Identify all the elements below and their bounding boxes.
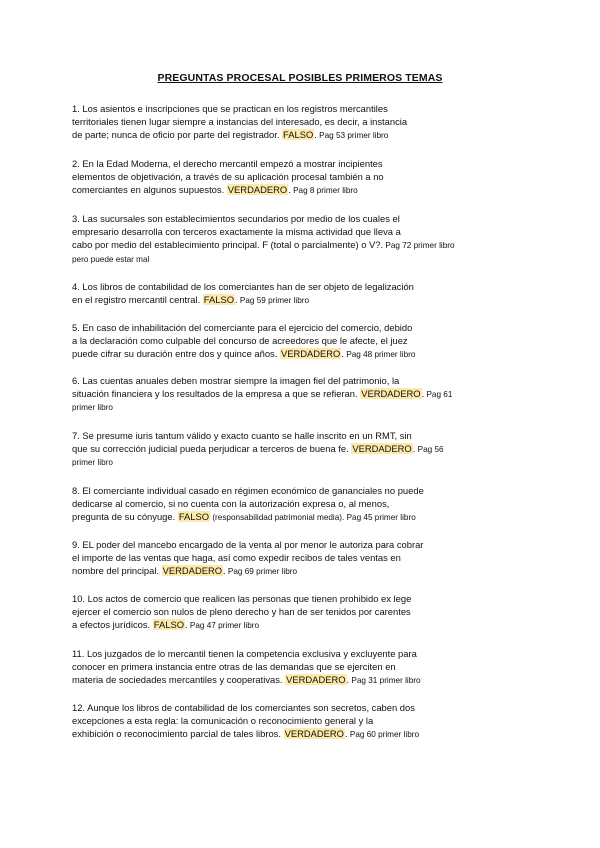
question-line: en el registro mercantil central. FALSO. Pag 59 primer libro: [72, 294, 310, 306]
question-line: territoriales tienen lugar siempre a instancias del interesado, es decir, a instancia: [72, 116, 408, 128]
question-8: [72, 484, 542, 525]
question-line: 11. Los juzgados de lo mercantil tienen la competencia exclusiva y excluyente para: [72, 648, 417, 659]
question-4: [72, 280, 542, 307]
question-line: dedicarse al comercio, si no cuenta con la autorización expresa o, al menos,: [72, 498, 390, 510]
question-line: 8. El comerciante individual casado en régimen económico de gananciales no puede: [72, 485, 424, 496]
question-line: de parte; nunca de oficio por parte del registrador. FALSO. Pag 53 primer libro: [72, 129, 389, 141]
question-5: [72, 321, 542, 362]
question-9: [72, 538, 542, 579]
question-line: a efectos jurídicos. FALSO. Pag 47 primer libro: [72, 619, 260, 631]
question-line: 10. Los actos de comercio que realicen las personas que tienen prohibido ex lege: [72, 593, 412, 604]
answer-highlight: VERDADERO: [162, 565, 223, 577]
question-tail: primer libro: [72, 458, 113, 468]
answer-highlight: VERDADERO: [286, 674, 346, 686]
question-line: comerciantes en algunos supuestos. VERDADERO. Pag 8 primer libro: [72, 184, 358, 196]
answer-highlight: FALSO: [178, 511, 210, 523]
question-line: materia de sociedades mercantiles y cooperativas. VERDADERO. Pag 31 primer libro: [72, 674, 421, 686]
question-line: exhibición o reconocimiento parcial de tales libros. VERDADERO. Pag 60 primer libro: [72, 728, 420, 740]
page-reference: Pag 31 primer libro: [349, 676, 421, 686]
answer-highlight: VERDADERO: [284, 728, 344, 740]
page-title: PREGUNTAS PROCESAL POSIBLES PRIMEROS TEMAS: [157, 72, 443, 84]
question-line: elementos de objetivación, a través de su aplicación procesal también a no: [72, 171, 384, 183]
question-line: que su corrección judicial pueda perjudicar a terceros de buena fe. VERDADERO. Pag 56: [72, 443, 444, 455]
question-line: cabo por medio del establecimiento principal. F (total o parcialmente) o V?. Pag 72 primer libro: [72, 239, 455, 251]
page-reference: Pag 53 primer libro: [316, 131, 389, 141]
question-line: 3. Las sucursales son establecimientos secundarios por medio de los cuales el: [72, 213, 400, 224]
question-7: [72, 429, 542, 470]
question-line: empresario desarrolla con terceros exactamente la misma actividad que lleva a: [72, 226, 401, 238]
page-reference: Pag 72 primer libro: [383, 241, 455, 251]
question-line: puede cifrar su duración entre dos y quince años. VERDADERO. Pag 48 primer libro: [72, 348, 416, 360]
question-3: [72, 212, 542, 266]
question-line: 1. Los asientos e inscripciones que se practican en los registros mercantiles: [72, 103, 388, 114]
page-reference: Pag 61: [424, 390, 453, 400]
question-line: situación financiera y los resultados de la empresa a que se refieran. VERDADERO. Pag 61: [72, 388, 453, 400]
answer-highlight: FALSO: [203, 294, 235, 306]
question-line: 2. En la Edad Moderna, el derecho mercantil empezó a mostrar incipientes: [72, 158, 383, 169]
page-reference: Pag 56: [415, 445, 444, 455]
page-reference: Pag 59 primer libro: [237, 296, 310, 306]
question-2: [72, 157, 542, 198]
page-reference: (responsabilidad patrimonial media). Pag 45 primer libro: [210, 513, 416, 523]
question-line: a la declaración como culpable del concurso de acreedores que le afecte, el juez: [72, 335, 408, 347]
page-reference: Pag 69 primer libro: [225, 567, 298, 577]
question-line: 7. Se presume iuris tantum válido y exacto cuanto se halle inscrito en un RMT, sin: [72, 430, 412, 441]
question-line: 5. En caso de inhabilitación del comerciante para el ejercicio del comercio, debido: [72, 322, 413, 333]
page-reference: Pag 48 primer libro: [343, 350, 416, 360]
question-12: [72, 701, 542, 742]
question-line: 6. Las cuentas anuales deben mostrar siempre la imagen fiel del patrimonio, la: [72, 375, 400, 386]
question-line: excepciones a esta regla: la comunicación o reconocimiento general y la: [72, 715, 374, 727]
question-line: 12. Aunque los libros de contabilidad de los comerciantes son secretos, caben dos: [72, 702, 415, 713]
question-1: [72, 102, 542, 143]
page-reference: Pag 60 primer libro: [347, 730, 420, 740]
page-reference: Pag 47 primer libro: [187, 621, 260, 631]
question-line: ejercer el comercio son nulos de pleno derecho y han de ser tenidos por carentes: [72, 606, 411, 618]
answer-highlight: VERDADERO: [361, 388, 421, 400]
question-line: 9. EL poder del mancebo encargado de la venta al por menor le autoriza para cobrar: [72, 539, 424, 550]
question-line: 4. Los libros de contabilidad de los comerciantes han de ser objeto de legalización: [72, 281, 414, 292]
question-line: nombre del principal. VERDADERO. Pag 69 primer libro: [72, 565, 298, 577]
answer-highlight: FALSO: [283, 129, 314, 141]
answer-highlight: VERDADERO: [280, 348, 341, 360]
question-6: [72, 374, 542, 415]
question-10: [72, 592, 542, 633]
answer-highlight: VERDADERO: [227, 184, 288, 196]
question-tail: primer libro: [72, 403, 113, 413]
answer-highlight: VERDADERO: [352, 443, 412, 455]
question-line: el importe de las ventas que haga, así como expedir recibos de tales ventas en: [72, 552, 401, 564]
question-11: [72, 647, 542, 688]
question-tail: pero puede estar mal: [72, 254, 150, 264]
question-line: pregunta de su cónyuge. FALSO (responsabilidad patrimonial media). Pag 45 primer libro: [72, 511, 416, 523]
page-reference: Pag 8 primer libro: [290, 186, 358, 196]
question-line: conocer en primera instancia entre otras de las demandas que se ejerciten en: [72, 661, 396, 673]
answer-highlight: FALSO: [153, 619, 185, 631]
